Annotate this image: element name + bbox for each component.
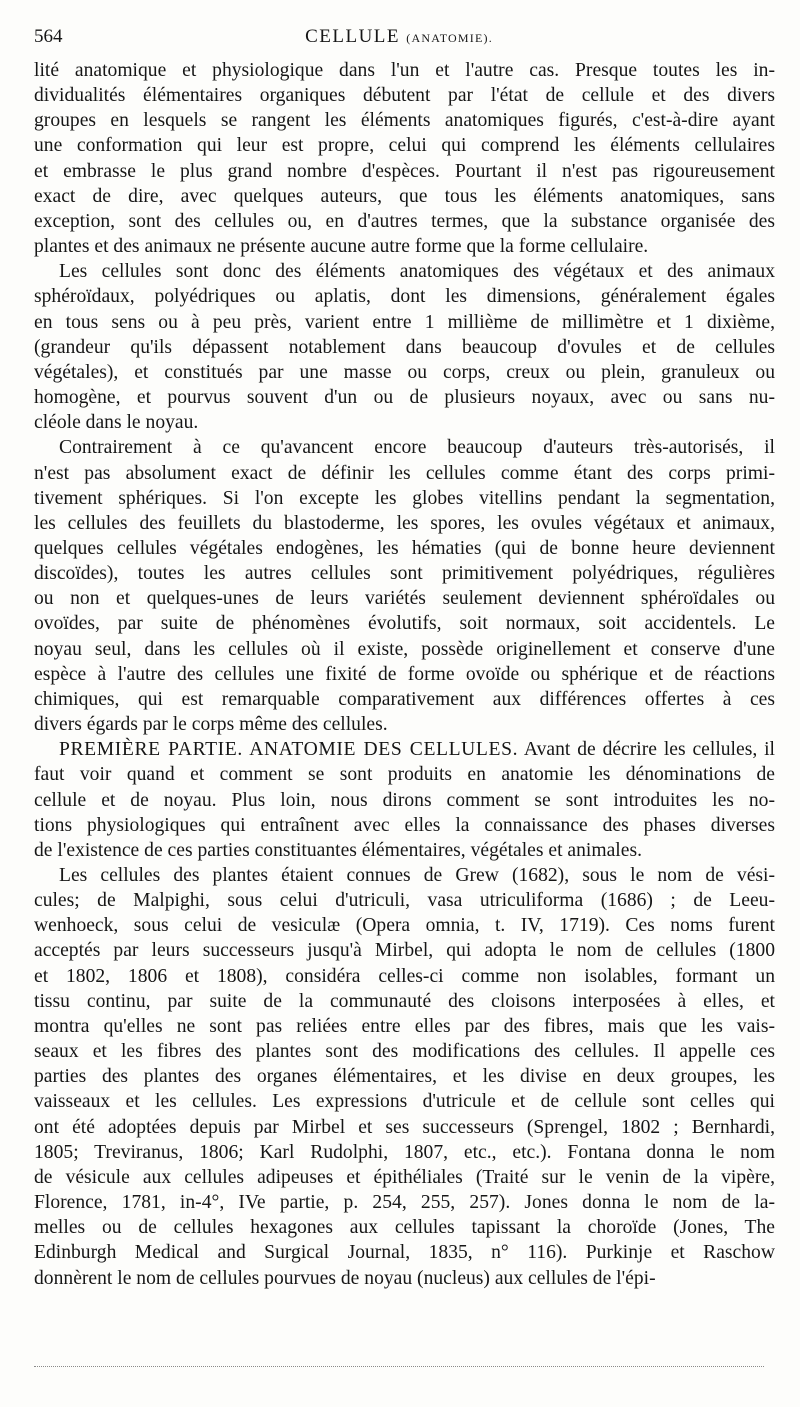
text-line: et embrasse le plus grand nombre d'espèces. Pourtant il n'est pas rigoureusement xyxy=(34,160,775,182)
text-line: Florence, 1781, in-4°, IVe partie, p. 254, 255, 257). Jones donna le nom de la- xyxy=(34,1192,775,1214)
text-line: 1805; Treviranus, 1806; Karl Rudolphi, 1807, etc., etc.). Fontana donna le nom xyxy=(34,1141,775,1163)
paragraph xyxy=(34,435,775,737)
text-line: discoïdes), toutes les autres cellules sont primitivement polyédriques, régulières xyxy=(34,563,775,585)
text-line: tivement sphériques. Si l'on excepte les globes vitellins pendant la segmentation, xyxy=(34,487,775,509)
text-line: espèce à l'autre des cellules une fixité de forme ovoïde ou sphérique et de réactions xyxy=(34,663,775,685)
text-line: divers égards par le corps même des cellules. xyxy=(34,714,388,736)
text-line: et 1802, 1806 et 1808), considéra celles-ci comme non isolables, formant un xyxy=(34,965,775,987)
running-header xyxy=(34,26,764,56)
text-line: PREMIÈRE PARTIE. ANATOMIE DES CELLULES. Avant de décrire les cellules, il xyxy=(59,739,775,761)
text-line: Contrairement à ce qu'avancent encore beaucoup d'auteurs très-autorisés, il xyxy=(59,437,775,459)
text-line: plantes et des animaux ne présente aucune autre forme que la forme cellulaire. xyxy=(34,236,649,258)
text-line: vaisseaux et les cellules. Les expressions d'utricule et de cellule sont celles qui xyxy=(34,1091,775,1113)
text-line: une conformation qui leur est propre, celui qui comprend les éléments cellulaires xyxy=(34,135,775,157)
paragraph xyxy=(34,259,775,435)
text-line: donnèrent le nom de cellules pourvues de noyau (nucleus) aux cellules de l'épi- xyxy=(34,1267,656,1289)
text-line: les cellules des feuillets du blastoderme, les spores, les ovules végétaux et animaux, xyxy=(34,512,775,534)
running-title xyxy=(34,26,764,48)
text-line: (grandeur qu'ils dépassent notablement dans beaucoup d'ovules et de cellules xyxy=(34,336,775,358)
paragraph xyxy=(34,737,775,863)
text-line: wenhoeck, sous celui de vesiculæ (Opera omnia, t. IV, 1719). Ces noms furent xyxy=(34,915,775,937)
text-line: sphéroïdaux, polyédriques ou aplatis, dont les dimensions, généralement égales xyxy=(34,286,775,308)
text-line: homogène, et pourvus souvent d'un ou de plusieurs noyaux, avec ou sans nu- xyxy=(34,387,775,409)
text-body xyxy=(34,58,775,1291)
paragraph xyxy=(34,58,775,259)
text-line: Edinburgh Medical and Surgical Journal, 1835, n° 116). Purkinje et Raschow xyxy=(34,1242,775,1264)
text-line: Les cellules sont donc des éléments anatomiques des végétaux et des animaux xyxy=(59,261,775,283)
text-line: melles ou de cellules hexagones aux cellules tapissant la choroïde (Jones, The xyxy=(34,1217,775,1239)
text-line: ovoïdes, par suite de phénomènes évolutifs, soit normaux, soit accidentels. Le xyxy=(34,613,775,635)
text-line: cléole dans le noyau. xyxy=(34,412,199,434)
section-label: PREMIÈRE PARTIE. ANATOMIE DES CELLULES. xyxy=(59,739,519,761)
running-title-sub: (ANATOMIE). xyxy=(406,31,493,45)
text-line: seaux et les fibres des plantes sont des modifications des cellules. Il appelle ces xyxy=(34,1041,775,1063)
text-line: de vésicule aux cellules adipeuses et épithéliales (Traité sur le venin de la vipère, xyxy=(34,1166,775,1188)
text-line: parties des plantes des organes élémentaires, et les divise en deux groupes, les xyxy=(34,1066,775,1088)
text-line: n'est pas absolument exact de définir les cellules comme étant des corps primi- xyxy=(34,462,775,484)
text-line: végétales), et constitués par une masse ou corps, creux ou plein, granuleux ou xyxy=(34,361,775,383)
text-line: cellule et de noyau. Plus loin, nous dirons comment se sont introduites les no- xyxy=(34,789,775,811)
text-line: ou non et quelques-unes de leurs variétés seulement deviennent sphéroïdales ou xyxy=(34,588,775,610)
paragraph xyxy=(34,863,775,1291)
footer-rule xyxy=(34,1366,764,1367)
text-line: tions physiologiques qui entraînent avec elles la connaissance des phases diverses xyxy=(34,814,775,836)
running-title-main: CELLULE xyxy=(305,26,401,47)
text-line: chimiques, qui est remarquable comparativement aux différences offertes à ces xyxy=(34,688,775,710)
text-line: quelques cellules végétales endogènes, les hématies (qui de bonne heure deviennent xyxy=(34,537,775,559)
text-line: acceptés par leurs successeurs jusqu'à Mirbel, qui adopta le nom de cellules (1800 xyxy=(34,940,775,962)
text-line: tissu continu, par suite de la communauté des cloisons interposées à elles, et xyxy=(34,990,775,1012)
text-line: faut voir quand et comment se sont produits en anatomie les dénominations de xyxy=(34,764,775,786)
text-line: noyau seul, dans les cellules où il existe, possède originellement et conserve d'une xyxy=(34,638,775,660)
text-line: lité anatomique et physiologique dans l'un et l'autre cas. Presque toutes les in- xyxy=(34,60,775,81)
text-line: montra qu'elles ne sont pas reliées entre elles par des fibres, mais que les vais- xyxy=(34,1015,775,1037)
text-line: exception, sont des cellules ou, en d'autres termes, que la substance organisée des xyxy=(34,210,775,232)
text-line: groupes en lesquels se rangent les éléments anatomiques figurés, c'est-à-dire ayant xyxy=(34,110,775,132)
page-number: 564 xyxy=(34,26,63,47)
text-line: dividualités élémentaires organiques débutent par l'état de cellule et des divers xyxy=(34,85,775,107)
text-line: Les cellules des plantes étaient connues de Grew (1682), sous le nom de vési- xyxy=(59,865,775,886)
text-line: cules; de Malpighi, sous celui d'utriculi, vasa utriculiforma (1686) ; de Leeu- xyxy=(34,890,775,912)
text-line: en tous sens ou à peu près, varient entre 1 millième de millimètre et 1 dixième, xyxy=(34,311,775,333)
text-line: ont été adoptées depuis par Mirbel et ses successeurs (Sprengel, 1802 ; Bernhardi, xyxy=(34,1116,775,1138)
text-line: de l'existence de ces parties constituantes élémentaires, végétales et animales. xyxy=(34,839,642,861)
text-line: exact de dire, avec quelques auteurs, que tous les éléments anatomiques, sans xyxy=(34,185,775,207)
